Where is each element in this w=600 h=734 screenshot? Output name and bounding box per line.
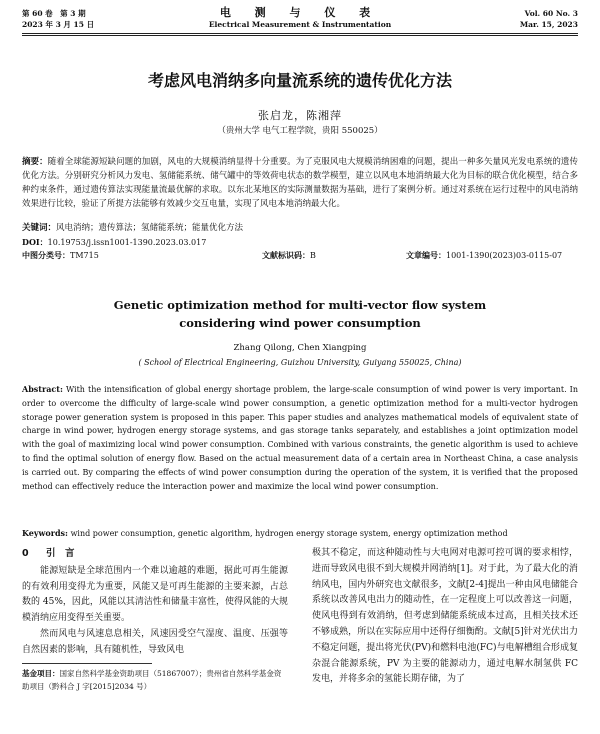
keywords-cn-text: 风电消纳；遗传算法；氢储能系统；能量优化方法 [56, 223, 244, 233]
footnote-rule [22, 663, 152, 664]
paper-title-cn: 考虑风电消纳多向量流系统的遗传优化方法 [147, 71, 452, 90]
abstract-cn [22, 155, 578, 211]
date-en: Mar. 15, 2023 [519, 20, 578, 29]
body-paragraph: 极其不稳定，而这种随动性与大电网对电源可控可调的要求相悖，进而导致风电很不到大规模并网消纳[1]。对于此，为了最大化的消纳风电，国内外研究也文献很多，文献[2-4]提出一种由风电储能合系统以改善风电出力的随动性，在一定程度上可以改善这一问题，使风电得到有效消纳，但考虑到储能系统成本过高，且相关技术还不够成熟，所以在实际应用中还得仔细衡酌。文献[5]针对光伏出力不稳定问题，提出将光伏(PV)和燃料电池(FC)与电解槽组合形成复杂混合能源系统，PV 为主要的能源动力，通过电解水制氢供 FC 发电，并将多余的氢能长期存储，为了 [312, 548, 578, 685]
doi-label: DOI： [22, 237, 48, 247]
affiliation-cn: （贵州大学 电气工程学院，贵阳 550025） [217, 126, 383, 136]
body-paragraph: 能源短缺是全球范围内一个难以逾越的难题，据此可再生能源的有效利用变得尤为重要，风能又是可再生能源的主要来源，占总数的 45%，因此，风能以其清洁性和储量丰富性，使得风能的大规模消纳应用变得至关重要。 [22, 565, 288, 624]
authors-cn: 张启龙，陈湘萍 [258, 109, 342, 122]
paper-title-en-line2: considering wind power consumption [179, 316, 421, 330]
funding-text: 国家自然科学基金资助项目（51867007）；贵州省自然科学基金资助项目（黔科合 J 字[2015]2034 号） [22, 669, 282, 691]
section-heading-intro: 0 引 言 [22, 548, 75, 559]
authors-en: Zhang Qilong, Chen Xiangping [233, 343, 367, 353]
clc-number: 中图分类号：TM715 [22, 251, 99, 260]
paper-title-en-line1: Genetic optimization method for multi-vector flow system [113, 298, 487, 312]
abstract-en-text: With the intensification of global energy shortage problem, the large-scale consumption of wind power is very important. In order to overcome the difficulty of large-scale wind power consumption, a genetic optimization method for a multi-vector hydrogen storage power generation system is proposed in this paper. This paper studies and analyzes mathematical models of equivalent state of charge in wind power, hydrogen energy storage systems, and gas storage tanks separately, and establishes a joint optimization model with the goal of maximizing local wind power consumption. Combined with various constraints, the genetic algorithm is used to achieve to find the optimal solution of energy flow. Based on the actual measurement data of a certain area in Northeast China, a case analysis is carried out. By comparing the effects of wind power consumption during the operation of the system, it is verified that the proposed method can effectively reduce the interaction power and maximize the local wind power consumption. [22, 385, 578, 491]
body-paragraph: 然而风电与风速息息相关，风速因受空气湿度、温度、压强等自然因素的影响，具有随机性，导致风电 [22, 628, 288, 655]
keywords-cn-label: 关键词： [22, 223, 57, 233]
affiliation-en: ( School of Electrical Engineering, Guizhou University, Guiyang 550025, China) [138, 358, 462, 367]
volume-issue-cn: 第 60 卷 第 3 期 [22, 9, 86, 18]
header-rule-thin [22, 35, 578, 36]
abstract-cn-label: 摘要： [22, 157, 48, 167]
doi-value[interactable]: 10.19753/j.issn1001-1390.2023.03.017 [47, 238, 207, 247]
keywords-cn [22, 222, 578, 235]
keywords-en-text: wind power consumption, genetic algorithm, hydrogen energy storage system, energy optimization method [70, 529, 508, 538]
date-cn: 2023 年 3 月 15 日 [22, 20, 95, 29]
header-rule [22, 33, 578, 34]
journal-name-cn: 电 测 与 仪 表 [219, 6, 381, 19]
abstract-cn-text: 随着全球能源短缺问题的加剧，风电的大规模消纳显得十分重要。为了克服风电大规模消纳困难的问题，提出一种多矢量风光发电系统的遗传优化方法。分别研究分析风力发电、氢储能系统、储气罐中的等效荷电状态的数学模型，建立以风电本地消纳最大化为目标的联合优化模型，结合多种约束条件，通过遗传算法实现能量流最优解的求取。以东北某地区的实际测量数据为基础，进行了案例分析。通过对系统在运行过程中的风电消纳效果进行比较，验证了所提方法能够有效减少交互电量，实现了风电本地消纳最大化。 [22, 157, 578, 209]
body-column-left [22, 546, 288, 659]
running-header-right [520, 8, 578, 30]
running-header-center [0, 6, 600, 30]
document-code: 文献标识码：B [262, 251, 316, 260]
doi [22, 236, 206, 249]
abstract-en-label: Abstract: [22, 384, 63, 394]
funding-footnote [22, 667, 288, 693]
article-number: 文章编号：1001-1390(2023)03-0115-07 [406, 251, 563, 260]
paper-title-en [0, 296, 600, 332]
body-column-right [312, 546, 578, 688]
keywords-en-label: Keywords: [22, 528, 69, 538]
funding-label: 基金项目： [22, 669, 60, 678]
abstract-en [22, 383, 578, 493]
volume-issue-en: Vol. 60 No. 3 [524, 9, 578, 18]
journal-name-en: Electrical Measurement & Instrumentation [208, 20, 392, 29]
keywords-en [22, 527, 578, 540]
